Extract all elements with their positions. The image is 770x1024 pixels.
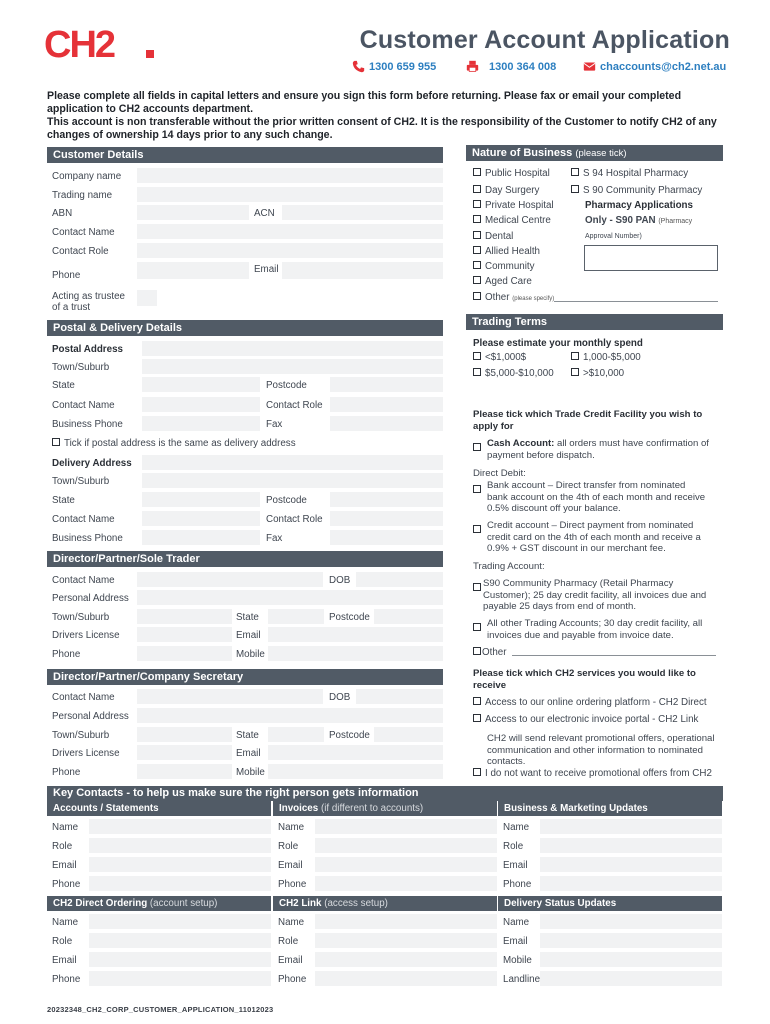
key-contacts-ordering-phone-label: Phone — [52, 974, 81, 985]
d1-town-field[interactable] — [137, 609, 232, 624]
key-contacts-ordering-role-field[interactable] — [89, 933, 271, 948]
email-address: chaccounts@ch2.net.au — [600, 60, 727, 73]
key-contacts-ordering-email-field[interactable] — [89, 952, 271, 967]
key-contacts-delivery-name-label: Name — [503, 917, 530, 928]
checkbox-s90-trading[interactable] — [473, 579, 481, 597]
credit-account-text: Credit account – Direct payment from nominated credit card on the 4th of each month and receive a 0.9% + GST discount in our merchant fee. — [487, 520, 701, 555]
key-contacts-invoices-name-field[interactable] — [315, 819, 497, 834]
all-other-trading-text: All other Trading Accounts; 30 day credit facility, all invoices due and payable from invoice date. — [487, 618, 703, 641]
director-sole-trader-header: Director/Partner/Sole Trader — [47, 551, 443, 567]
checkbox-credit-account[interactable] — [473, 521, 485, 539]
d1-email-label: Email — [236, 630, 261, 641]
key-contacts-delivery-mobile-label: Mobile — [503, 955, 532, 966]
svg-text:CH2: CH2 — [44, 26, 115, 62]
checkbox-spend-over-10000[interactable]: >$10,000 — [571, 368, 624, 379]
postal-address-field[interactable] — [142, 341, 443, 356]
key-contacts-invoices-role-label: Role — [278, 841, 299, 852]
abn-field[interactable] — [137, 205, 249, 220]
d2-contact-name-label: Contact Name — [52, 692, 115, 703]
d2-mobile-label: Mobile — [236, 767, 265, 778]
other-business-line[interactable] — [554, 301, 718, 302]
direct-debit-label: Direct Debit: — [473, 468, 526, 479]
checkbox-bank-account[interactable] — [473, 481, 485, 499]
director-company-secretary-header: Director/Partner/Company Secretary — [47, 669, 443, 685]
abn-label: ABN — [52, 208, 73, 219]
key-contacts-link-phone-field[interactable] — [315, 971, 497, 986]
d2-phone-label: Phone — [52, 767, 81, 778]
intro-instructions: Please complete all fields in capital letters and ensure you sign this form before returning. Please fax or email your completed application to CH2 accounts department. — [47, 90, 682, 115]
pharmacy-applications-label: Pharmacy Applications — [585, 200, 693, 211]
checkbox-public-hospital[interactable]: Public Hospital — [473, 168, 550, 179]
key-contacts-ordering-name-field[interactable] — [89, 914, 271, 929]
delivery-fax-field[interactable] — [330, 530, 443, 545]
d2-dob-field[interactable] — [356, 689, 443, 704]
key-contacts-link-email-field[interactable] — [315, 952, 497, 967]
key-contacts-accounts-role-label: Role — [52, 841, 73, 852]
postal-state-field[interactable] — [142, 377, 260, 392]
key-contacts-business-email-field[interactable] — [540, 857, 722, 872]
checkbox-s90-community-pharmacy[interactable]: S 90 Community Pharmacy — [571, 185, 702, 196]
ch2-logo — [44, 26, 162, 62]
key-contacts-invoices-email-field[interactable] — [315, 857, 497, 872]
of-a-trust-label: of a trust — [52, 302, 91, 313]
promotional-note: CH2 will send relevant promotional offers, operational communication and other information to nominated contacts. — [487, 733, 715, 768]
d2-postcode-label: Postcode — [329, 730, 370, 741]
bank-account-text: Bank account – Direct transfer from nominated bank account on the 4th of each month and receive 0.5% discount off your balance. — [487, 480, 706, 515]
approval-number-field[interactable] — [584, 245, 718, 271]
d1-mobile-field[interactable] — [268, 646, 443, 661]
d1-contact-name-field[interactable] — [137, 572, 323, 587]
trustee-field[interactable] — [137, 290, 157, 306]
key-contacts-link-role-field[interactable] — [315, 933, 497, 948]
contact-name-field[interactable] — [137, 224, 443, 239]
d2-contact-name-field[interactable] — [137, 689, 323, 704]
checkbox-s94-hospital-pharmacy[interactable]: S 94 Hospital Pharmacy — [571, 168, 688, 179]
postal-contact-name-label: Contact Name — [52, 400, 115, 411]
d1-dob-label: DOB — [329, 575, 351, 586]
key-contacts-delivery-header: Delivery Status Updates — [498, 896, 722, 911]
checkbox-ch2-link[interactable]: Access to our electronic invoice portal - CH2 Link — [473, 714, 698, 725]
key-contacts-delivery-landline-field[interactable] — [540, 971, 722, 986]
key-contacts-business-email-label: Email — [503, 860, 528, 871]
checkbox-same-as-postal[interactable]: Tick if postal address is the same as delivery address — [52, 438, 296, 449]
document-title: Customer Account Application — [359, 26, 730, 54]
d1-town-label: Town/Suburb — [52, 612, 110, 623]
d2-mobile-field[interactable] — [268, 764, 443, 779]
delivery-postcode-label: Postcode — [266, 495, 307, 506]
postal-state-label: State — [52, 380, 75, 391]
key-contacts-accounts-email-field[interactable] — [89, 857, 271, 872]
d1-phone-field[interactable] — [137, 646, 232, 661]
delivery-address-field[interactable] — [142, 455, 443, 470]
email-label: Email — [254, 264, 279, 275]
trading-name-field[interactable] — [137, 187, 443, 202]
checkbox-other-trading[interactable]: Other — [473, 647, 507, 658]
postal-business-phone-label: Business Phone — [52, 419, 123, 430]
acting-trustee-label: Acting as trustee — [52, 291, 125, 302]
postal-delivery-header: Postal & Delivery Details — [47, 320, 443, 336]
d2-drivers-license-label: Drivers License — [52, 748, 120, 759]
services-question: Please tick which CH2 services you would like to receive — [473, 668, 696, 691]
delivery-postcode-field[interactable] — [330, 492, 443, 507]
key-contacts-ordering-name-label: Name — [52, 917, 79, 928]
email-contact — [583, 60, 726, 73]
key-contacts-invoices-email-label: Email — [278, 860, 303, 871]
postal-town-label: Town/Suburb — [52, 362, 110, 373]
key-contacts-accounts-email-label: Email — [52, 860, 77, 871]
d1-mobile-label: Mobile — [236, 649, 265, 660]
d1-personal-address-field[interactable] — [137, 590, 443, 605]
key-contacts-link-name-label: Name — [278, 917, 305, 928]
d1-postcode-field[interactable] — [374, 609, 443, 624]
postal-address-label: Postal Address — [52, 344, 123, 355]
checkbox-no-promotions[interactable]: I do not want to receive promotional offers from CH2 — [473, 768, 712, 779]
postal-business-phone-field[interactable] — [142, 416, 260, 431]
key-contacts-accounts-phone-label: Phone — [52, 879, 81, 890]
fax-contact — [466, 60, 556, 73]
key-contacts-link-email-label: Email — [278, 955, 303, 966]
company-name-field[interactable] — [137, 168, 443, 183]
key-contacts-accounts-role-field[interactable] — [89, 838, 271, 853]
delivery-contact-name-field[interactable] — [142, 511, 260, 526]
fax-icon — [466, 60, 479, 73]
phone-field[interactable] — [137, 262, 249, 279]
postal-fax-field[interactable] — [330, 416, 443, 431]
key-contacts-delivery-email-label: Email — [503, 936, 528, 947]
checkbox-allied-health[interactable]: Allied Health — [473, 246, 540, 257]
checkbox-cash-account[interactable] — [473, 439, 485, 457]
checkbox-dental[interactable]: Dental — [473, 231, 513, 242]
checkbox-medical-centre[interactable]: Medical Centre — [473, 215, 551, 226]
d2-town-field[interactable] — [137, 727, 232, 742]
cash-account-text: Cash Account: all orders must have confirmation of payment before dispatch. — [487, 438, 709, 461]
key-contacts-ordering-email-label: Email — [52, 955, 77, 966]
key-contacts-invoices-role-field[interactable] — [315, 838, 497, 853]
checkbox-spend-under-1000[interactable]: <$1,000$ — [473, 352, 526, 363]
delivery-business-phone-field[interactable] — [142, 530, 260, 545]
intro-transfer-notice: This account is non transferable without the prior written consent of CH2. It is the responsibility of the Customer to notify CH2 of any changes of ownership 14 days prior to any such change. — [47, 116, 717, 141]
key-contacts-link-name-field[interactable] — [315, 914, 497, 929]
contact-role-label: Contact Role — [52, 246, 109, 257]
email-field[interactable] — [282, 262, 443, 279]
delivery-contact-name-label: Contact Name — [52, 514, 115, 525]
monthly-spend-question: Please estimate your monthly spend — [473, 338, 643, 349]
key-contacts-accounts-name-field[interactable] — [89, 819, 271, 834]
approval-number-label: Approval Number) — [585, 233, 642, 240]
d2-postcode-field[interactable] — [374, 727, 443, 742]
company-name-label: Company name — [52, 171, 122, 182]
key-contacts-business-header: Business & Marketing Updates — [498, 801, 722, 816]
delivery-state-field[interactable] — [142, 492, 260, 507]
d2-state-label: State — [236, 730, 259, 741]
phone-contact — [352, 60, 436, 73]
delivery-state-label: State — [52, 495, 75, 506]
d2-town-label: Town/Suburb — [52, 730, 110, 741]
key-contacts-delivery-name-field[interactable] — [540, 914, 722, 929]
key-contacts-invoices-name-label: Name — [278, 822, 305, 833]
key-contacts-link-role-label: Role — [278, 936, 299, 947]
key-contacts-ordering-header: CH2 Direct Ordering (account setup) — [47, 896, 271, 911]
d1-state-field[interactable] — [268, 609, 324, 624]
key-contacts-link-phone-label: Phone — [278, 974, 307, 985]
d1-dob-field[interactable] — [356, 572, 443, 587]
delivery-town-field[interactable] — [142, 473, 443, 488]
s90-trading-text: S90 Community Pharmacy (Retail Pharmacy Customer); 25 day credit facility, all invoices due and payable 25 days from end of month. — [483, 578, 707, 613]
key-contacts-accounts-phone-field[interactable] — [89, 876, 271, 891]
checkbox-day-surgery[interactable]: Day Surgery — [473, 185, 539, 196]
d2-personal-address-field[interactable] — [137, 708, 443, 723]
s90-pan-label: Only - S90 PAN (Pharmacy — [585, 215, 693, 226]
delivery-address-label: Delivery Address — [52, 458, 132, 469]
checkbox-aged-care[interactable]: Aged Care — [473, 276, 532, 287]
d1-drivers-license-label: Drivers License — [52, 630, 120, 641]
checkbox-private-hospital[interactable]: Private Hospital — [473, 200, 554, 211]
d2-personal-address-label: Personal Address — [52, 711, 129, 722]
postal-postcode-field[interactable] — [330, 377, 443, 392]
checkbox-ch2-direct[interactable]: Access to our online ordering platform - CH2 Direct — [473, 697, 707, 708]
key-contacts-ordering-role-label: Role — [52, 936, 73, 947]
key-contacts-delivery-mobile-field[interactable] — [540, 952, 722, 967]
trading-account-label: Trading Account: — [473, 561, 545, 572]
d2-dob-label: DOB — [329, 692, 351, 703]
postal-postcode-label: Postcode — [266, 380, 307, 391]
key-contacts-invoices-phone-label: Phone — [278, 879, 307, 890]
trading-terms-header: Trading Terms — [466, 314, 723, 330]
key-contacts-accounts-header: Accounts / Statements — [47, 801, 271, 816]
postal-contact-role-label: Contact Role — [266, 400, 323, 411]
delivery-contact-role-label: Contact Role — [266, 514, 323, 525]
d1-contact-name-label: Contact Name — [52, 575, 115, 586]
checkbox-community[interactable]: Community — [473, 261, 535, 272]
key-contacts-delivery-email-field[interactable] — [540, 933, 722, 948]
nature-of-business-header: Nature of Business (please tick) — [466, 145, 723, 161]
phone-label: Phone — [52, 270, 81, 281]
contact-name-label: Contact Name — [52, 227, 115, 238]
postal-fax-label: Fax — [266, 419, 283, 430]
other-trading-line[interactable] — [512, 655, 716, 656]
d2-drivers-license-field[interactable] — [137, 745, 232, 760]
d2-email-label: Email — [236, 748, 261, 759]
checkbox-other-business[interactable]: Other (please specify) — [473, 292, 554, 303]
credit-facility-question: Please tick which Trade Credit Facility you wish to apply for — [473, 409, 703, 432]
acn-label: ACN — [254, 208, 275, 219]
envelope-icon — [583, 60, 596, 73]
d1-phone-label: Phone — [52, 649, 81, 660]
key-contacts-business-phone-field[interactable] — [540, 876, 722, 891]
postal-contact-name-field[interactable] — [142, 397, 260, 412]
trading-name-label: Trading name — [52, 190, 113, 201]
d2-email-field[interactable] — [268, 745, 443, 760]
key-contacts-business-role-label: Role — [503, 841, 524, 852]
key-contacts-business-name-label: Name — [503, 822, 530, 833]
acn-field[interactable] — [282, 205, 443, 220]
delivery-contact-role-field[interactable] — [330, 511, 443, 526]
key-contacts-business-name-field[interactable] — [540, 819, 722, 834]
fax-number: 1300 364 008 — [489, 60, 557, 73]
phone-number: 1300 659 955 — [369, 60, 437, 73]
d1-state-label: State — [236, 612, 259, 623]
key-contacts-business-phone-label: Phone — [503, 879, 532, 890]
postal-town-field[interactable] — [142, 359, 443, 374]
postal-contact-role-field[interactable] — [330, 397, 443, 412]
form-code: 20232348_CH2_CORP_CUSTOMER_APPLICATION_11012023 — [47, 1005, 274, 1014]
contact-role-field[interactable] — [137, 243, 443, 258]
key-contacts-link-header: CH2 Link (access setup) — [273, 896, 497, 911]
key-contacts-header: Key Contacts - to help us make sure the right person gets information — [47, 786, 723, 801]
d2-phone-field[interactable] — [137, 764, 232, 779]
key-contacts-business-role-field[interactable] — [540, 838, 722, 853]
d2-state-field[interactable] — [268, 727, 324, 742]
key-contacts-accounts-name-label: Name — [52, 822, 79, 833]
key-contacts-delivery-landline-label: Landline — [503, 974, 541, 985]
key-contacts-invoices-header: Invoices (if different to accounts) — [273, 801, 497, 816]
checkbox-spend-1000-5000[interactable]: 1,000-$5,000 — [571, 352, 641, 363]
d1-email-field[interactable] — [268, 627, 443, 642]
customer-details-header: Customer Details — [47, 147, 443, 163]
key-contacts-ordering-phone-field[interactable] — [89, 971, 271, 986]
d1-postcode-label: Postcode — [329, 612, 370, 623]
d1-drivers-license-field[interactable] — [137, 627, 232, 642]
delivery-business-phone-label: Business Phone — [52, 533, 123, 544]
delivery-town-label: Town/Suburb — [52, 476, 110, 487]
delivery-fax-label: Fax — [266, 533, 283, 544]
checkbox-all-other-trading[interactable] — [473, 619, 485, 637]
checkbox-spend-5000-10000[interactable]: $5,000-$10,000 — [473, 368, 554, 379]
key-contacts-invoices-phone-field[interactable] — [315, 876, 497, 891]
phone-icon — [352, 60, 365, 73]
d1-personal-address-label: Personal Address — [52, 593, 129, 604]
